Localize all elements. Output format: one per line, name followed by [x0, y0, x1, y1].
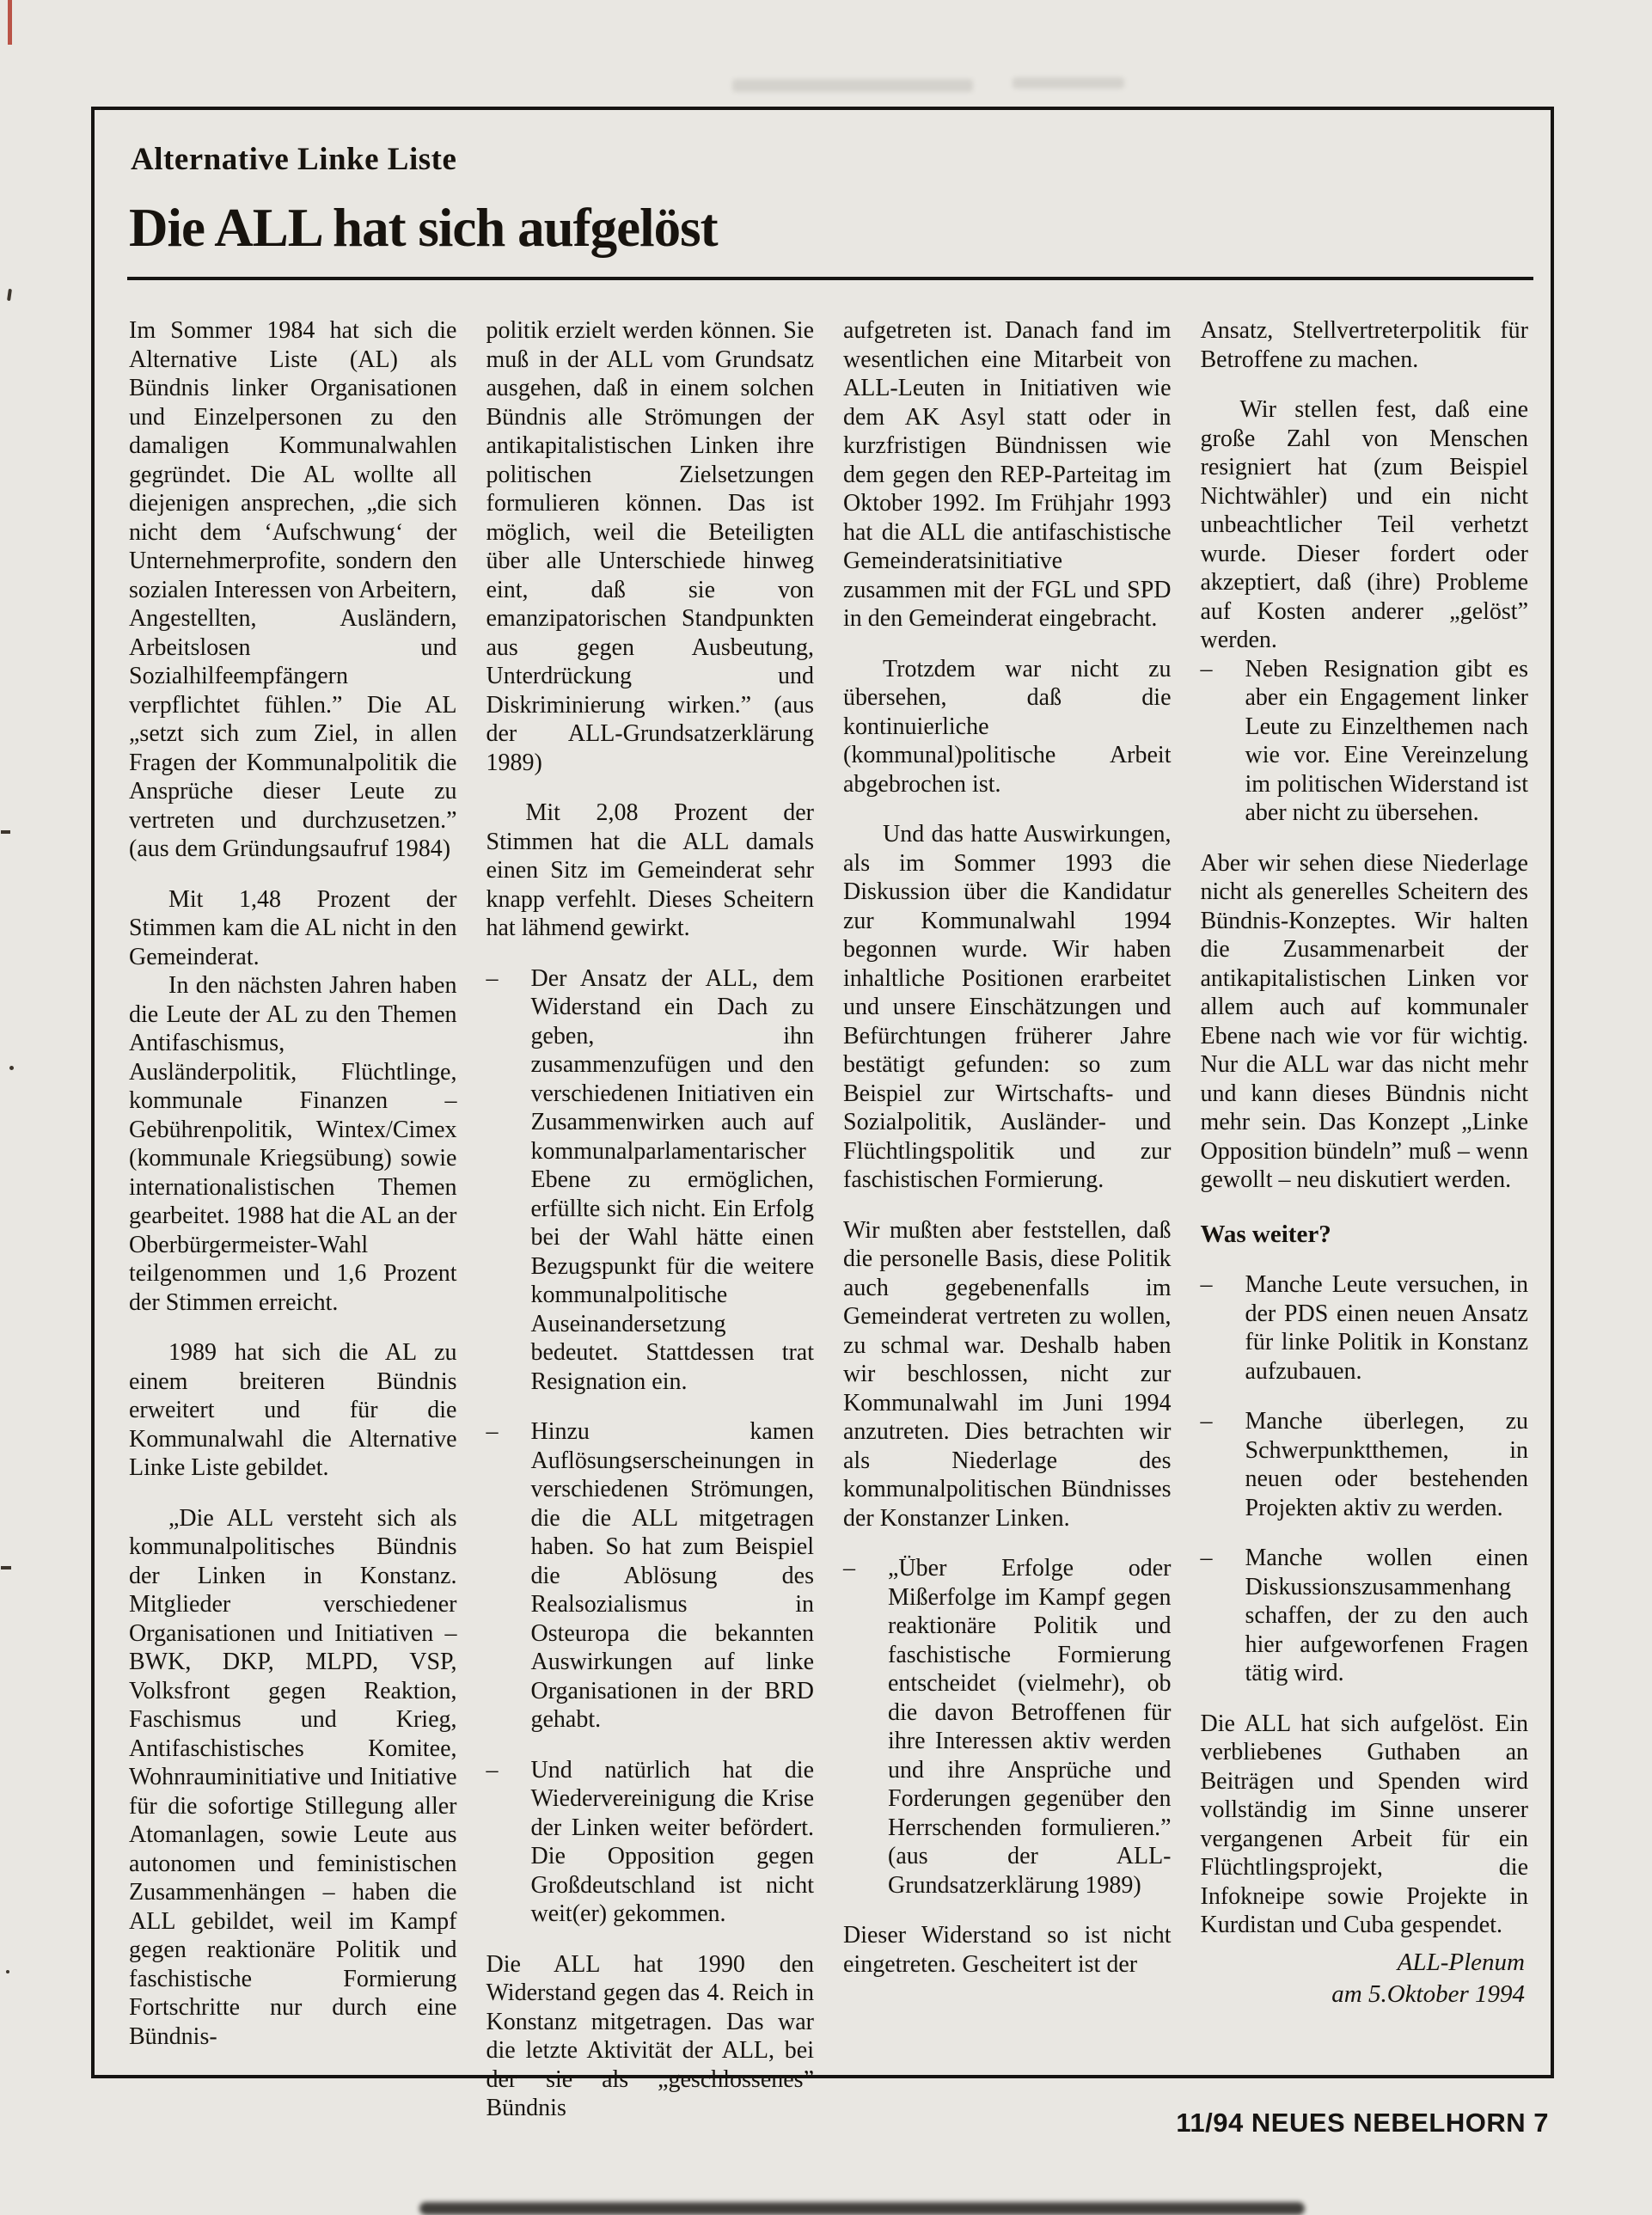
dash-marker: – [1200, 655, 1213, 682]
scan-artifact-ghost-text [1013, 77, 1124, 89]
paragraph: „Die ALL versteht sich als kommunalpolitisches Bündnis der Linken in Konstanz. Mitglieder verschiedener Organisationen und Initiativen – BWK, DKP, MLPD, VSP, Volksfront gegen Reaktion, Faschismus und Krieg, Antifaschistisches Komitee, Wohnrauminitiative und Initiative für die sofortige Stillegung aller Atomanlagen, sowie Leute aus autonomen und feministischen Zusammenhängen – haben die ALL gebildet, weil im Kampf gegen reaktionäre Politik und faschistische Formierung Fortschritte nur durch eine Bündnis- [129, 1504, 457, 2050]
list-item-text: Hinzu kamen Auflösungserscheinungen in verschiedenen Strömungen, die die ALL mitgetragen haben. So hat zum Beispiel die Ablösung des Realsozialismus in Osteuropa die bekannten Auswirkungen auf linke Organisationen in der BRD gehabt. [530, 1418, 814, 1733]
list-item [486, 1417, 815, 1735]
list-item [486, 964, 815, 1397]
list-item-text: Der Ansatz der ALL, dem Widerstand ein Dach zu geben, ihn zusammenzufügen und den verschiedenen Initiativen ein Zusammenwirken auch auf kommunalparlamentarischer Ebene zu ermöglichen, erfüllte sich nicht. Ein Erfolg bei der Wahl hätte einen Bezugspunkt für die weitere kommunalpolitische Auseinandersetzung bedeutet. Stattdessen trat Resignation ein. [530, 964, 814, 1395]
signature-line: am 5.Oktober 1994 [1331, 1979, 1525, 2008]
headline: Die ALL hat sich aufgelöst [129, 198, 718, 258]
page-footer: 11/94 NEUES NEBELHORN 7 [1176, 2108, 1549, 2138]
kicker: Alternative Linke Liste [131, 142, 457, 177]
paragraph: Wir stellen fest, daß eine große Zahl von Menschen resigniert hat (zum Beispiel Nichtwähler) und ein nicht unbeachtlicher Teil verhetzt wurde. Dieser fordert oder akzeptiert, daß (ihre) Probleme auf Kosten anderer „gelöst” werden. [1200, 396, 1528, 653]
scan-artifact-speck [1, 1566, 11, 1569]
dash-marker: – [1200, 1408, 1213, 1435]
dash-marker: – [1200, 1271, 1213, 1298]
list-item [486, 1756, 815, 1929]
paragraph: Wir mußten aber feststellen, daß die personelle Basis, diese Politik auch gegebenenfalls im Gemeinderat vertreten zu wollen, zu schmal war. Deshalb haben wir beschlossen, nicht zur Kommunalwahl im Juni 1994 anzutreten. Dies betrachten wir als Niederlage des kommunalpolitischen Bündnisses der Konstanzer Linken. [843, 1216, 1172, 1532]
scan-artifact-speck [6, 1970, 9, 1973]
scan-artifact-speck [9, 1066, 14, 1070]
column-2 [486, 316, 815, 2123]
paragraph: Trotzdem war nicht zu übersehen, daß die kontinuierliche (kommunal)politische Arbeit abgebrochen ist. [843, 655, 1172, 798]
column-1 [129, 316, 457, 2123]
dash-marker: – [486, 1756, 499, 1784]
scan-artifact-ghost-text [732, 79, 973, 92]
dash-marker: – [1200, 1545, 1213, 1571]
dash-marker: – [486, 964, 499, 992]
column-layout [129, 316, 1528, 2123]
paragraph: Die ALL hat sich aufgelöst. Ein verbliebenes Guthaben an Beiträgen und Spenden wird vollständig im Sinne unserer vergangenen Arbeit für ein Flüchtlingsprojekt, die Infokneipe sowie Projekte in Kurdistan und Cuba gespendet. [1200, 1710, 1528, 1938]
paragraph: In den nächsten Jahren haben die Leute der AL zu den Themen Antifaschismus, Ausländerpolitik, Flüchtlinge, kommunale Finanzen – Gebührenpolitik, Wintex/Cimex (kommunale Kriegsübung) sowie internationalistischen Themen gearbeitet. 1988 hat die AL an der Oberbürgermeister-Wahl teilgenommen und 1,6 Prozent der Stimmen erreicht. [129, 972, 457, 1316]
list-item [1201, 1544, 1529, 1688]
list-item-text: „Über Erfolge oder Mißerfolge im Kampf gegen reaktionäre Politik und faschistische Formierung entscheidet (vielmehr), ob die davon Betroffenen für ihre Interessen aktiv werden und ihre Ansprüche und Forderungen gegenüber den Herrschenden formulieren.” (aus der ALL-Grundsatzerklärung 1989) [888, 1555, 1172, 1899]
paragraph: Mit 2,08 Prozent der Stimmen hat die ALL damals einen Sitz im Gemeinderat sehr knapp verfehlt. Dieses Scheitern hat lähmend gewirkt. [486, 799, 814, 941]
paragraph: Im Sommer 1984 hat sich die Alternative Liste (AL) als Bündnis linker Organisationen und Einzelpersonen zu den damaligen Kommunalwahlen gegründet. Die AL wollte all diejenigen ansprechen, „die sich nicht dem ‘Aufschwung‘ der Unternehmerprofite, sondern den sozialen Interessen von Arbeitern, Angestellten, Ausländern, Arbeitslosen und Sozialhilfeempfängern verpflichtet fühlen.” Die AL „setzt sich zum Ziel, in allen Fragen der Kommunalpolitik die Ansprüche dieser Leute zu vertreten und durchzusetzen.” (aus dem Gründungsaufruf 1984) [129, 317, 457, 862]
paragraph: Aber wir sehen diese Niederlage nicht als generelles Scheitern des Bündnis-Konzeptes. Wir halten die Zusammenarbeit der antikapitalistischen Linken vor allem auch auf kommunaler Ebene nach wie vor für wichtig. Nur die ALL war das nicht mehr und kann dieses Bündnis nicht mehr sein. Das Konzept „Linke Opposition bündeln” muß – wenn gewollt – neu diskutiert werden. [1200, 849, 1528, 1193]
paragraph: Ansatz, Stellvertreterpolitik für Betroffene zu machen. [1200, 317, 1528, 373]
list-item-text: Manche überlegen, zu Schwerpunktthemen, in neuen oder bestehenden Projekten aktiv zu werden. [1245, 1408, 1528, 1521]
list-item-text: Manche Leute versuchen, in der PDS einen neuen Ansatz für linke Politik in Konstanz aufzubauen. [1245, 1271, 1528, 1385]
list-item [1201, 1407, 1529, 1522]
list-item [843, 1554, 1172, 1900]
paragraph: Die ALL hat 1990 den Widerstand gegen das 4. Reich in Konstanz mitgetragen. Das war die letzte Aktivität der ALL, bei der sie als „geschlossenes” Bündnis [486, 1950, 814, 2121]
list-item-text: Manche wollen einen Diskussionszusammenhang schaffen, der zu den auch hier aufgeworfenen Fragen tätig wird. [1245, 1545, 1528, 1686]
column-3 [843, 316, 1172, 2123]
paragraph: Und das hatte Auswirkungen, als im Sommer 1993 die Diskussion über die Kandidatur zur Kommunalwahl 1994 begonnen wurde. Wir haben inhaltliche Positionen erarbeitet und unsere Einschätzungen und Befürchtungen früherer Jahre bestätigt gefunden: so zum Beispiel zur Wirtschafts- und Sozialpolitik, Ausländer- und Flüchtlingspolitik und zur faschistischen Formierung. [843, 821, 1172, 1193]
list-item [1201, 1270, 1529, 1386]
section-heading: Was weiter? [1200, 1220, 1331, 1248]
signature [1201, 1947, 1529, 2010]
paragraph: Mit 1,48 Prozent der Stimmen kam die AL nicht in den Gemeinderat. [129, 885, 457, 970]
column-4 [1201, 316, 1529, 2123]
paragraph: aufgetreten ist. Danach fand im wesentlichen eine Mitarbeit von ALL-Leuten in Initiativen wie dem AK Asyl statt oder in kurzfristigen Bündnissen wie dem gegen den REP-Parteitag im Oktober 1992. Im Frühjahr 1993 hat die ALL die antifaschistische Gemeinderatsinitiative zusammen mit der FGL und SPD in den Gemeinderat eingebracht. [843, 317, 1172, 632]
scan-artifact-red-line [8, 0, 12, 45]
scan-artifact-speck [1, 830, 10, 834]
list-item-text: Und natürlich hat die Wiedervereinigung die Krise der Linken weiter befördert. Die Opposition gegen Großdeutschland ist nicht weit(er) gekommen. [530, 1756, 814, 1927]
dash-marker: – [843, 1555, 855, 1582]
scan-artifact-smudge [419, 2202, 1305, 2215]
paragraph: politik erzielt werden können. Sie muß in der ALL vom Grundsatz ausgehen, daß in einem solchen Bündnis alle Strömungen der antikapitalistischen Linken ihre politischen Zielsetzungen formulieren können. Das ist möglich, weil die Beteiligten über alle Unterschiede hinweg eint, daß sie von emanzipatorischen Standpunkten aus gegen Ausbeutung, Unterdrückung und Diskriminierung wirken.” (aus der ALL-Grundsatzerklärung 1989) [486, 317, 814, 776]
list-item-text: Neben Resignation gibt es aber ein Engagement linker Leute zu Einzelthemen nach wie vor. Eine Vereinzelung im politischen Widerstand ist aber nicht zu übersehen. [1245, 655, 1528, 826]
paragraph: Dieser Widerstand so ist nicht eingetreten. Gescheitert ist der [843, 1922, 1172, 1978]
scan-artifact-speck [7, 289, 12, 301]
paragraph: 1989 hat sich die AL zu einem breiteren Bündnis erweitert und für die Kommunalwahl die Alternative Linke Liste gebildet. [129, 1339, 457, 1481]
signature-line: ALL-Plenum [1397, 1948, 1525, 1976]
list-item [1201, 655, 1529, 828]
dash-marker: – [486, 1418, 499, 1445]
article-box [91, 107, 1554, 2121]
headline-rule [127, 277, 1533, 280]
